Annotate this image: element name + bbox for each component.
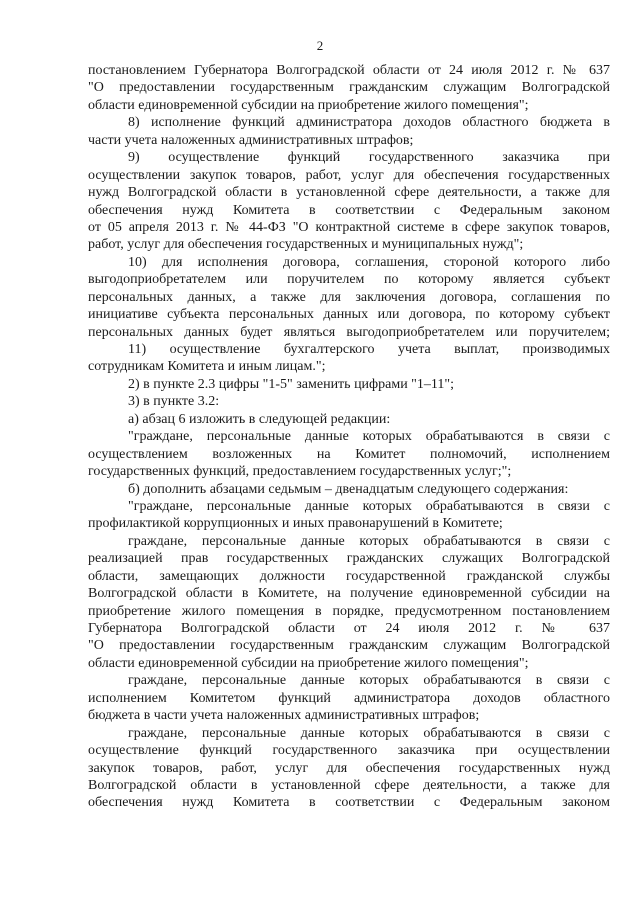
text-line: граждане, персональные данные которых обрабатываются в связи с [128, 673, 610, 689]
text-line: области единовременной субсидии на приобретение жилого помещения"; [88, 97, 529, 113]
text-line: бюджета в части учета наложенных административных штрафов; [88, 708, 480, 724]
text-line: 11) осуществление бухгалтерского учета выплат, производимых [128, 342, 610, 357]
text-line: граждане, персональные данные которых обрабатываются в связи с [128, 725, 610, 741]
text-line: осуществлением возложенных на Комитет полномочий, исполнением [88, 446, 610, 462]
text-line: "граждане, персональные данные которых обрабатываются в связи с [128, 429, 610, 445]
document-body [88, 62, 610, 812]
text-line: реализацией прав государственных гражданских служащих Волгоградской [88, 551, 610, 567]
text-line: работ, услуг для обеспечения государственных и муниципальных нужд"; [88, 237, 524, 253]
text-line: закупок товаров, работ, услуг для обеспечения государственных нужд [88, 760, 610, 776]
text-line: "О предоставлении государственным гражданским служащим Волгоградской [88, 80, 610, 96]
text-line: 8) исполнение функций администратора доходов областного бюджета в [128, 115, 610, 131]
text-line: Волгоградской области в Комитете, на получение единовременной субсидии на [88, 586, 610, 602]
page-number: 2 [316, 38, 324, 53]
text-line: инициативе субъекта персональных данных или договора, по которому субъект [88, 307, 610, 323]
text-line: сотрудникам Комитета и иным лицам."; [88, 359, 326, 375]
text-line: персональных данных будет являться выгодоприобретателем или поручителем; [88, 324, 610, 340]
text-line: выгодоприобретателем или поручителем по которому является субъект [88, 272, 610, 288]
text-line: б) дополнить абзацами седьмым – двенадцатым следующего содержания: [128, 481, 569, 497]
text-line: осуществление функций государственного заказчика при осуществлении [88, 743, 610, 759]
text-line: области, замещающих должности государственной гражданской службы [88, 568, 610, 584]
text-line: "граждане, персональные данные которых обрабатываются в связи с [128, 498, 610, 514]
text-line: Губернатора Волгоградской области от 24 июля 2012 г. № 637 [88, 621, 610, 636]
text-line: а) абзац 6 изложить в следующей редакции: [128, 411, 391, 427]
text-line: от 05 апреля 2013 г. № 44-ФЗ "О контрактной системе в сфере закупок товаров, [88, 219, 610, 235]
text-line: персональных данных, а также для заключения договора, соглашения по [88, 289, 610, 305]
text-line: профилактикой коррупционных и иных правонарушений в Комитете; [88, 516, 503, 532]
text-line: осуществлении закупок товаров, работ, услуг для обеспечения государственных [88, 167, 610, 183]
text-line: постановлением Губернатора Волгоградской области от 24 июля 2012 г. № 637 [88, 63, 610, 78]
text-line: приобретение жилого помещения в порядке, предусмотренном постановлением [88, 603, 610, 619]
text-line: обеспечения нужд Комитета в соответствии с Федеральным законом [88, 795, 610, 811]
text-line: части учета наложенных административных штрафов; [88, 132, 414, 148]
text-line: государственных функций, предоставлением государственных услуг;"; [88, 464, 512, 480]
text-line: 3) в пункте 3.2: [128, 394, 220, 410]
text-line: 10) для исполнения договора, соглашения, стороной которого либо [128, 254, 610, 270]
text-line: "О предоставлении государственным гражданским служащим Волгоградской [88, 638, 610, 654]
text-line: 9) осуществление функций государственного заказчика при [128, 150, 610, 166]
text-line: обеспечения нужд Комитета в соответствии с Федеральным законом [88, 202, 610, 218]
text-line: нужд Волгоградской области в установленной сфере деятельности, а также для [88, 185, 610, 201]
text-line: Волгоградской области в установленной сфере деятельности, а также для [88, 777, 610, 793]
text-line: 2) в пункте 2.3 цифры "1-5" заменить цифрами "1–11"; [128, 376, 454, 392]
text-line: области единовременной субсидии на приобретение жилого помещения"; [88, 655, 529, 671]
text-line: исполнением Комитетом функций администратора доходов областного [88, 690, 610, 706]
text-line: граждане, персональные данные которых обрабатываются в связи с [128, 533, 610, 549]
